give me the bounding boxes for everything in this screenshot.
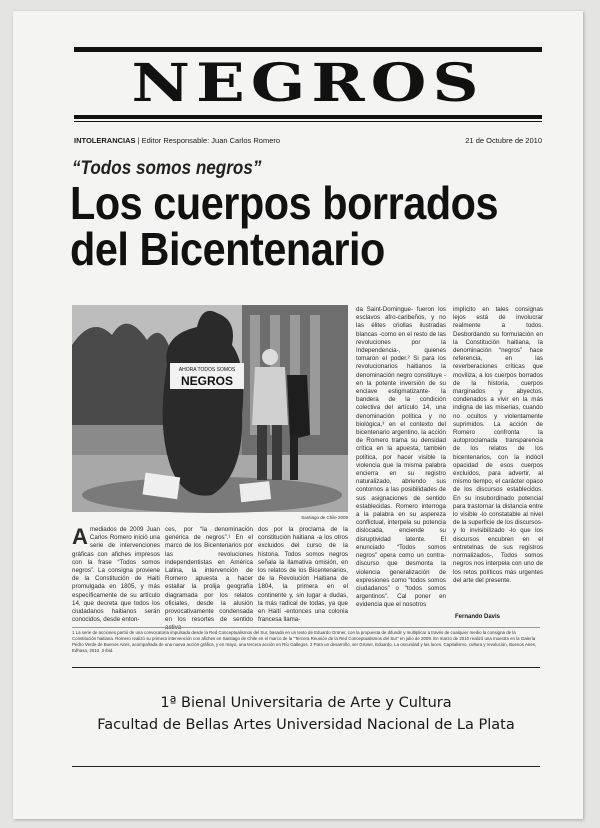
article-headline: Los cuerpos borrados del Bicentenario <box>70 177 499 275</box>
credits <box>74 136 280 145</box>
sign-text-large: NEGROS <box>180 374 234 388</box>
footnotes: 1 La serie de acciones partió de una convocatoria impulsada desde la Red Conceptualismos del Sur, basada en un texto de Eduardo Grüner, con la propuesta de difundir y multiplicar a través de cualquier medio la consigna de la Constitución haitiana. Romero realizó su primera intervención con afiches en Santiago de Chile en el marco de la “Tercera Reunión de la Red Conceptualismos del Sur” en julio de 2009. En marzo de 2010 realizó una muestra en la Galería Pedro Verde de Buenos Aires, acompañada de una nueva acción gráfica, y en mayo, una tercera acción en Río Gallegos. 2 Para un desarrollo, ver Grüner, Eduardo. La oscuridad y las luces. Capitalismo, cultura y revolución, Buenos Aires, Edhasa, 2010. 3 Ibid. <box>72 630 537 653</box>
institution-name: Facultad de Bellas Artes Universidad Nacional de La Plata <box>97 717 515 733</box>
masthead-top-rule <box>74 47 542 52</box>
info-bar <box>74 136 542 145</box>
editor-credit: | Editor Responsable: Juan Carlos Romero <box>137 136 281 145</box>
sculpture-photo <box>72 305 348 512</box>
footer-top-rule <box>72 667 540 668</box>
masthead-title: NEGROS <box>131 52 485 114</box>
author-signature: Fernando Davis <box>455 614 501 620</box>
event-title: 1ª Bienal Universitaria de Arte y Cultura <box>160 695 452 711</box>
masthead-bottom-rule <box>74 115 542 119</box>
footer-bottom-rule <box>72 766 540 767</box>
event-banner <box>72 692 540 736</box>
article-column-3: da Saint-Domingue- fueron los esclavos afro-caribeños, y no las élites criollas ilustradas blancas -como en el resto de las revoluciones por la Independencia-, quienes tomaron el poder.² Si para los revolucionarios haitianos la denominación negro constituye -en la potente inversión de su enclave estigmatizante- la bandera de la condición colectiva del artículo 14, una denominación política y no biológica,³ en el contexto del bicentenario argentino, la acción de Romero trama su densidad crítica en la apuesta, también política, por hacer visible la violencia que la misma palabra encierra en su registro naturalizado, abriendo sus contornos a las posibilidades de sus asignaciones de sentido establecidas. Romero interroga a la palabra en su aspereza conflictual, interpela su potencia dislocada, enciende su disruptividad latente. El enunciado “Todos somos negros” opera como un contra-discurso que desmonta la violencia generalización de expresiones como “todos somos ciudadanos” o “todos somos argentinos”. Cal poner en evidencia que el nosotros <box>356 306 446 609</box>
article-column-4: implícito en tales consignas lejos está de involucrar realmente a todos. Desbordando su formulación en la Constitución haitiana, la denominación “negros” hace referencia, en las reverberaciones críticas que moviliza, a los cuerpos borrados de la historia, cuerpos marginados y abyectos, condenados a vivir en la más indigna de las miserias, cuando no ocultos y violentamente suprimidos. La acción de Romero confronta la autoproclamada transparencia de los relatos de los bicentenarios, con la indócil opacidad de esos cuerpos excluidos, para advertir, al mismo tiempo, el carácter opaco de los discursos establecidos. En su insubordinado potencial para trastornar la distancia entre lo visible -lo constatable al nivel de la superficie de los discursos- y lo invisibilizado -lo que los discursos encubren en el entretelnas de sus registros normalizados-, Todos somos negros nos interpela con uno de los retos políticos más urgentes del arte del presente. <box>453 306 543 584</box>
notes-rule <box>72 627 540 628</box>
section-name: INTOLERANCIAS <box>74 136 136 145</box>
article-column-2: ces, por “la denominación genérica de negros”.¹ En el marco de los Bicentenarios por las revoluciones independentistas en América Latina, la intervención de Romero apuesta a hacer estallar la prolija geografía diagramada por los relatos oficiales, desde la alusión provocativamente condensada en los resortes de sentido <box>165 526 253 624</box>
article-column-1 <box>72 526 160 624</box>
photo-caption: Santiago de Chile 2009 <box>301 515 348 520</box>
sign-text-small: AHORA TODOS SOMOS <box>178 367 236 373</box>
issue-date: 21 de Octubre de 2010 <box>465 136 542 145</box>
drop-cap: A <box>72 524 88 549</box>
column-1-text: mediados de 2009 Juan Carlos Romero inició una serie de intervenciones gráficas con afiches impresos con la frase “Todos somos negros”. La consigna proviene de la Constitución de Haití promulgada en 1805, y más específicamente de su artículo 14, que decreta que todos los ciudadanos haitianos serán conocidos, desde enton- <box>72 526 160 624</box>
article-column-3-bottom: dos por la proclama de la constitución haitiana -a los otros excluidos del curso de la historia. Todos somos negros señala la llamativa omisión, en los relatos de los Bicentenarios, de la Revolución Haitiana de 1804, la primera en el continente y, sin lugar a dudas, la más radical de todas, ya que en Haití -entonces una colonia francesa llama- <box>258 526 348 624</box>
article-kicker: “Todos somos negros” <box>72 158 262 179</box>
masthead-thin-rule <box>74 121 542 122</box>
article-photo <box>72 305 348 512</box>
